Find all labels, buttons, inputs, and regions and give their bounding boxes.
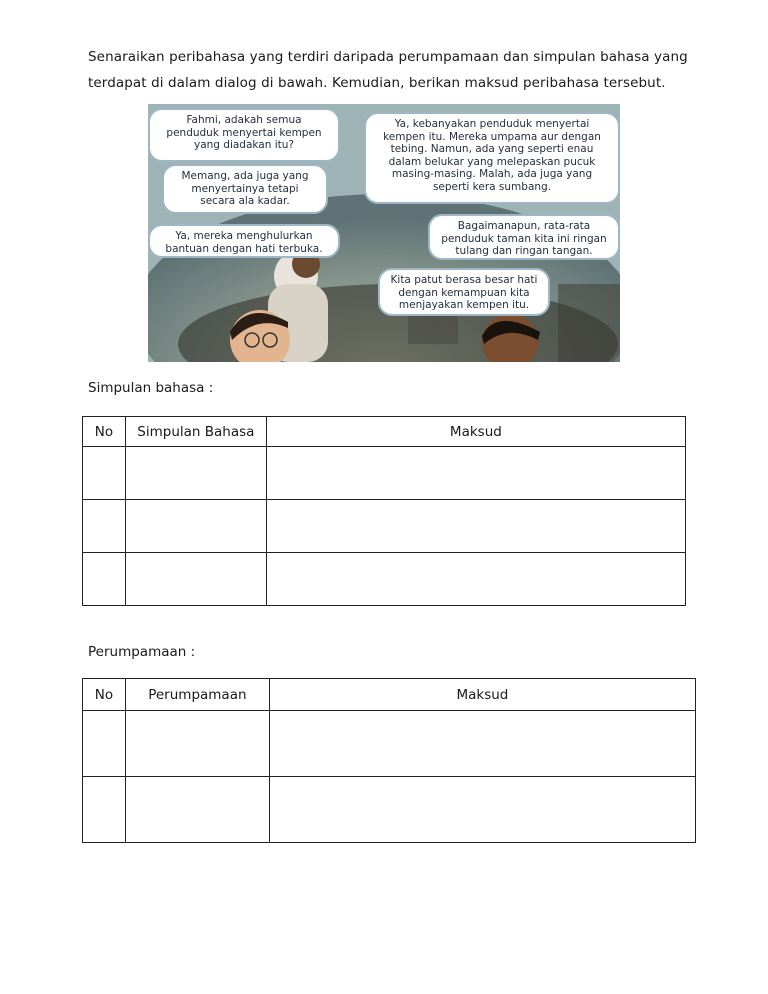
simpulan-table xyxy=(82,416,686,606)
perumpamaan-header-row xyxy=(83,679,696,711)
perumpamaan-section-label: Perumpamaan : xyxy=(88,644,196,660)
table-row xyxy=(83,500,686,553)
cell-maksud[interactable] xyxy=(269,711,695,777)
header-perumpamaan: Perumpamaan xyxy=(125,679,269,711)
cell-maksud[interactable] xyxy=(266,500,685,553)
cell-maksud[interactable] xyxy=(266,447,685,500)
cell-no[interactable] xyxy=(83,500,126,553)
cell-no[interactable] xyxy=(83,711,126,777)
header-simpulan-bahasa: Simpulan Bahasa xyxy=(125,417,266,447)
speech-bubble-2: Memang, ada juga yang menyertainya tetapi secara ala kadar. xyxy=(162,164,328,214)
header-no: No xyxy=(83,679,126,711)
header-maksud: Maksud xyxy=(266,417,685,447)
instruction-line-1: Senaraikan peribahasa yang terdiri daripada perumpamaan dan simpulan bahasa yang xyxy=(88,49,688,65)
speech-bubble-5: Bagaimanapun, rata-rata penduduk taman kita ini ringan tulang dan ringan tangan. xyxy=(428,214,620,260)
table-row xyxy=(83,447,686,500)
dialog-illustration xyxy=(148,104,620,362)
perumpamaan-table xyxy=(82,678,696,843)
header-no: No xyxy=(83,417,126,447)
instructions xyxy=(88,44,708,96)
cell-no[interactable] xyxy=(83,447,126,500)
speech-bubble-6: Kita patut berasa besar hati dengan kemampuan kita menjayakan kempen itu. xyxy=(378,268,550,316)
cell-simpulan[interactable] xyxy=(125,500,266,553)
simpulan-section-label: Simpulan bahasa : xyxy=(88,380,214,396)
cell-maksud[interactable] xyxy=(266,553,685,606)
cell-simpulan[interactable] xyxy=(125,553,266,606)
cell-no[interactable] xyxy=(83,777,126,843)
cell-maksud[interactable] xyxy=(269,777,695,843)
cell-simpulan[interactable] xyxy=(125,447,266,500)
speech-bubble-4: Ya, kebanyakan penduduk menyertai kempen itu. Mereka umpama aur dengan tebing. Namun, ada yang seperti enau dalam belukar yang melepaskan pucuk masing-masing. Malah, ada juga yang seperti kera sumbang. xyxy=(364,112,620,204)
simpulan-header-row xyxy=(83,417,686,447)
table-row xyxy=(83,711,696,777)
cell-perumpamaan[interactable] xyxy=(125,777,269,843)
cell-no[interactable] xyxy=(83,553,126,606)
table-row xyxy=(83,553,686,606)
cell-perumpamaan[interactable] xyxy=(125,711,269,777)
speech-bubble-3: Ya, mereka menghulurkan bantuan dengan hati terbuka. xyxy=(148,224,340,258)
speech-bubble-1: Fahmi, adakah semua penduduk menyertai kempen yang diadakan itu? xyxy=(148,108,340,162)
header-maksud: Maksud xyxy=(269,679,695,711)
table-row xyxy=(83,777,696,843)
instruction-line-2: terdapat di dalam dialog di bawah. Kemudian, berikan maksud peribahasa tersebut. xyxy=(88,75,666,91)
